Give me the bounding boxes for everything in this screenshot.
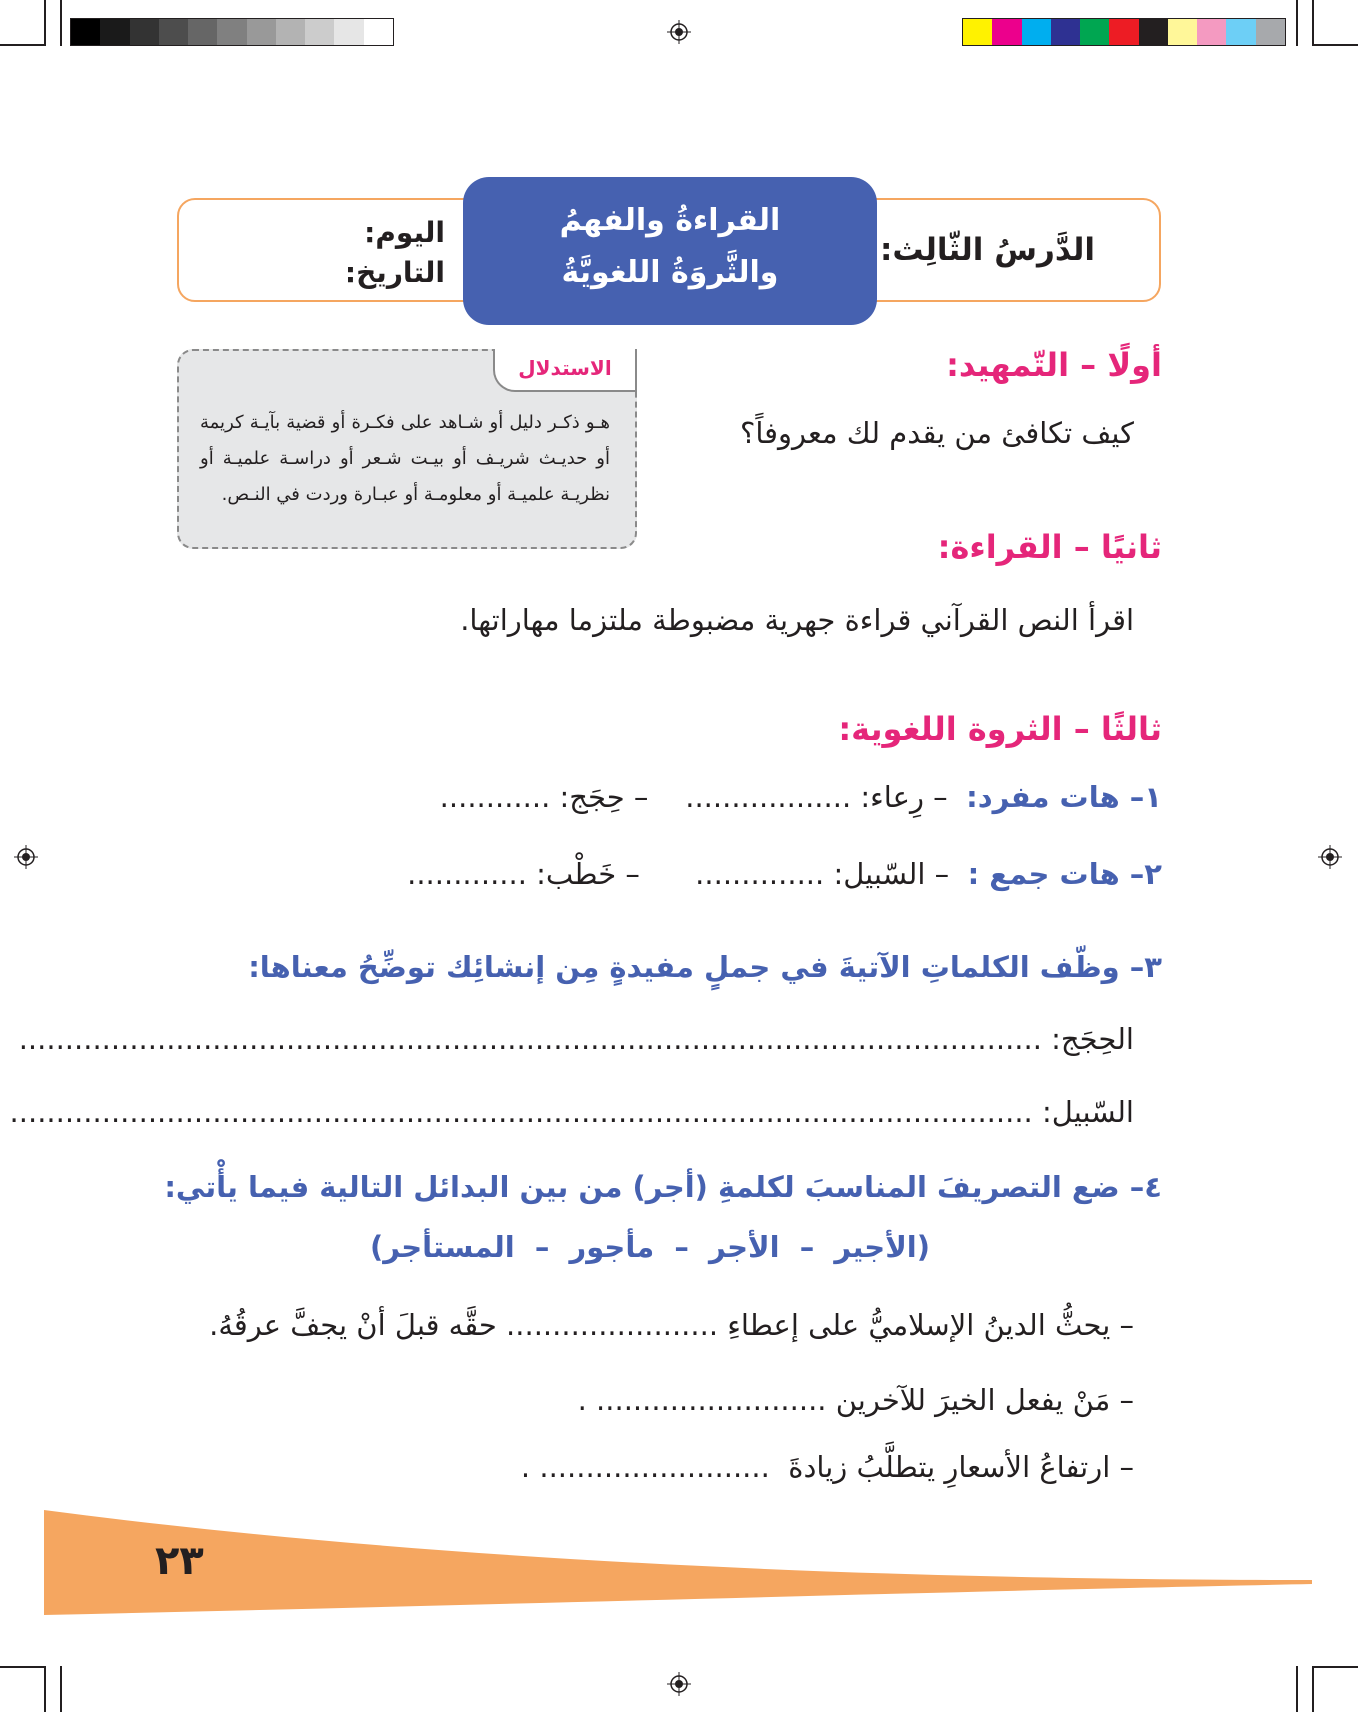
calibration-swatch — [1197, 19, 1226, 45]
calibration-swatch — [71, 19, 100, 45]
calibration-swatch — [305, 19, 334, 45]
calibration-swatch — [1226, 19, 1255, 45]
question-1-item-2: – حِجَج: ............ — [439, 780, 649, 814]
crop-mark — [1312, 44, 1358, 46]
calibration-swatch — [1168, 19, 1197, 45]
crop-mark — [1312, 0, 1314, 46]
calibration-swatch — [247, 19, 276, 45]
question-3-line-2: السّبيل: ............................................................................................................... — [9, 1095, 1134, 1129]
crop-mark — [60, 0, 62, 46]
crop-mark — [44, 1666, 46, 1712]
calibration-swatch — [963, 19, 992, 45]
question-1-label: ١– هات مفرد: — [966, 780, 1162, 814]
crop-mark — [1312, 1666, 1358, 1668]
registration-mark-icon — [667, 1672, 691, 1696]
grayscale-calibration-bar — [70, 18, 394, 46]
reading-instruction: اقرأ النص القرآني قراءة جهرية مضبوطة ملتزما مهاراتها. — [460, 603, 1134, 637]
question-4-sentence-1: – يحثُّ الدينُ الإسلاميُّ على إعطاءِ ....................... حقَّه قبلَ أنْ يجفَّ عرقُهُ. — [209, 1308, 1134, 1342]
section-heading-intro: أولًا – التّمهيد: — [946, 346, 1162, 384]
calibration-swatch — [364, 19, 393, 45]
question-2-item-1: – السّبيل: .............. — [695, 857, 950, 891]
lesson-title-line1: القراءةُ والفهمُ — [559, 203, 781, 238]
section-heading-vocabulary: ثالثًا – الثروة اللغوية: — [838, 710, 1162, 748]
crop-mark — [60, 1666, 62, 1712]
calibration-swatch — [1109, 19, 1138, 45]
calibration-swatch — [992, 19, 1021, 45]
calibration-swatch — [1022, 19, 1051, 45]
question-2-row — [407, 857, 1162, 891]
crop-mark — [1312, 1666, 1314, 1712]
calibration-swatch — [334, 19, 363, 45]
calibration-swatch — [100, 19, 129, 45]
registration-mark-icon — [667, 20, 691, 44]
question-3-line-1: الحِجَج: ............................................................................................................... — [18, 1022, 1134, 1056]
definition-text: هـو ذكـر دليل أو شـاهد على فكـرة أو قضية بآيـة كريمة أو حديـث شريـف أو بيـت شـعر أو دراسـة علميـة أو نظريـة علميـة أو معلومـة أو عبـارة وردت في النـص. — [200, 412, 610, 505]
calibration-swatch — [1051, 19, 1080, 45]
day-date-labels — [345, 213, 445, 293]
crop-mark — [0, 1666, 46, 1668]
lesson-title-banner — [463, 177, 877, 325]
registration-mark-icon — [14, 845, 38, 869]
question-3-label: ٣– وظّف الكلماتِ الآتيةَ في جملٍ مفيدةٍ مِن إنشائِك توضِّحُ معناها: — [248, 950, 1162, 984]
registration-mark-icon — [1318, 845, 1342, 869]
calibration-swatch — [159, 19, 188, 45]
crop-mark — [1296, 1666, 1298, 1712]
color-calibration-bar — [962, 18, 1286, 46]
question-1-row — [440, 780, 1162, 814]
calibration-swatch — [188, 19, 217, 45]
day-label: اليوم: — [364, 216, 445, 249]
section-heading-reading: ثانيًا – القراءة: — [937, 528, 1162, 566]
crop-mark — [0, 44, 46, 46]
intro-question: كيف تكافئ من يقدم لك معروفاً؟ — [739, 416, 1134, 450]
crop-mark — [44, 0, 46, 46]
question-4-options: (الأجير – الأجر – مأجور – المستأجر) — [369, 1230, 930, 1264]
question-1-item-1: – رِعاء: .................. — [685, 780, 948, 814]
calibration-swatch — [276, 19, 305, 45]
definition-box-tab: الاستدلال — [493, 349, 637, 392]
question-2-item-2: – خَطْب: ............. — [407, 857, 640, 891]
lesson-title-line2: والثَّروَةُ اللغويَّةُ — [561, 255, 779, 290]
page-number: ٢٣ — [155, 1538, 204, 1584]
calibration-swatch — [1256, 19, 1285, 45]
question-4-sentence-2: – مَنْ يفعل الخيرَ للآخرين ......................... . — [577, 1383, 1134, 1417]
calibration-swatch — [1139, 19, 1168, 45]
calibration-swatch — [1080, 19, 1109, 45]
calibration-swatch — [130, 19, 159, 45]
calibration-swatch — [217, 19, 246, 45]
crop-mark — [1296, 0, 1298, 46]
question-2-label: ٢– هات جمع : — [967, 857, 1162, 891]
question-4-label: ٤– ضع التصريفَ المناسبَ لكلمةِ (أجر) من بين البدائل التالية فيما يأْتي: — [164, 1170, 1162, 1204]
question-4-sentence-3: – ارتفاعُ الأسعارِ يتطلَّبُ زيادةَ ......................... . — [520, 1450, 1134, 1484]
date-label: التاريخ: — [344, 256, 445, 289]
lesson-number-label: الدَّرسُ الثّالِث: — [879, 232, 1095, 268]
